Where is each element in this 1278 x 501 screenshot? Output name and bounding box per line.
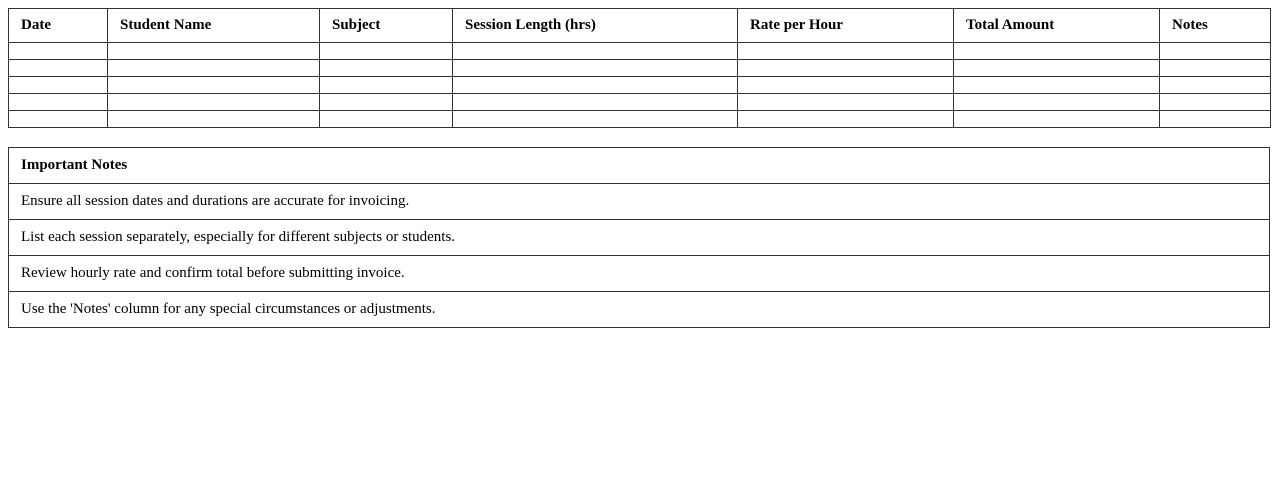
column-header-notes: Notes: [1160, 9, 1271, 43]
note-row: [9, 292, 1270, 328]
table-row: [9, 111, 1271, 128]
column-header-session-length: Session Length (hrs): [453, 9, 738, 43]
table-cell[interactable]: [453, 111, 738, 128]
column-header-date: Date: [9, 9, 108, 43]
note-row: [9, 220, 1270, 256]
table-cell[interactable]: [9, 60, 108, 77]
table-cell[interactable]: [108, 43, 320, 60]
table-cell[interactable]: [1160, 60, 1271, 77]
column-header-subject: Subject: [320, 9, 453, 43]
table-cell[interactable]: [320, 60, 453, 77]
table-cell[interactable]: [1160, 77, 1271, 94]
table-cell[interactable]: [738, 43, 954, 60]
table-cell[interactable]: [1160, 111, 1271, 128]
table-cell[interactable]: [320, 94, 453, 111]
table-cell[interactable]: [738, 77, 954, 94]
table-cell[interactable]: [453, 60, 738, 77]
table-header-row: [9, 9, 1271, 43]
table-cell[interactable]: [108, 60, 320, 77]
table-cell[interactable]: [1160, 43, 1271, 60]
note-row: [9, 256, 1270, 292]
table-cell[interactable]: [320, 77, 453, 94]
table-cell[interactable]: [954, 60, 1160, 77]
table-cell[interactable]: [954, 43, 1160, 60]
notes-title: Important Notes: [9, 148, 1270, 184]
table-cell[interactable]: [738, 60, 954, 77]
table-cell[interactable]: [9, 94, 108, 111]
important-notes-table: [8, 147, 1270, 328]
table-cell[interactable]: [9, 77, 108, 94]
column-header-student-name: Student Name: [108, 9, 320, 43]
table-cell[interactable]: [453, 43, 738, 60]
session-log-table: [8, 8, 1271, 128]
table-row: [9, 77, 1271, 94]
column-header-total-amount: Total Amount: [954, 9, 1160, 43]
table-cell[interactable]: [738, 94, 954, 111]
table-cell[interactable]: [320, 43, 453, 60]
table-cell[interactable]: [108, 111, 320, 128]
table-cell[interactable]: [108, 94, 320, 111]
note-item: Ensure all session dates and durations are accurate for invoicing.: [9, 184, 1270, 220]
table-cell[interactable]: [9, 111, 108, 128]
table-row: [9, 60, 1271, 77]
note-row: [9, 184, 1270, 220]
table-cell[interactable]: [1160, 94, 1271, 111]
table-cell[interactable]: [738, 111, 954, 128]
table-cell[interactable]: [9, 43, 108, 60]
table-cell[interactable]: [453, 94, 738, 111]
column-header-rate-per-hour: Rate per Hour: [738, 9, 954, 43]
note-item: List each session separately, especially for different subjects or students.: [9, 220, 1270, 256]
table-cell[interactable]: [108, 77, 320, 94]
table-cell[interactable]: [954, 94, 1160, 111]
notes-header-row: [9, 148, 1270, 184]
table-cell[interactable]: [320, 111, 453, 128]
table-cell[interactable]: [453, 77, 738, 94]
table-row: [9, 94, 1271, 111]
table-cell[interactable]: [954, 77, 1160, 94]
table-row: [9, 43, 1271, 60]
table-cell[interactable]: [954, 111, 1160, 128]
note-item: Review hourly rate and confirm total before submitting invoice.: [9, 256, 1270, 292]
note-item: Use the 'Notes' column for any special circumstances or adjustments.: [9, 292, 1270, 328]
